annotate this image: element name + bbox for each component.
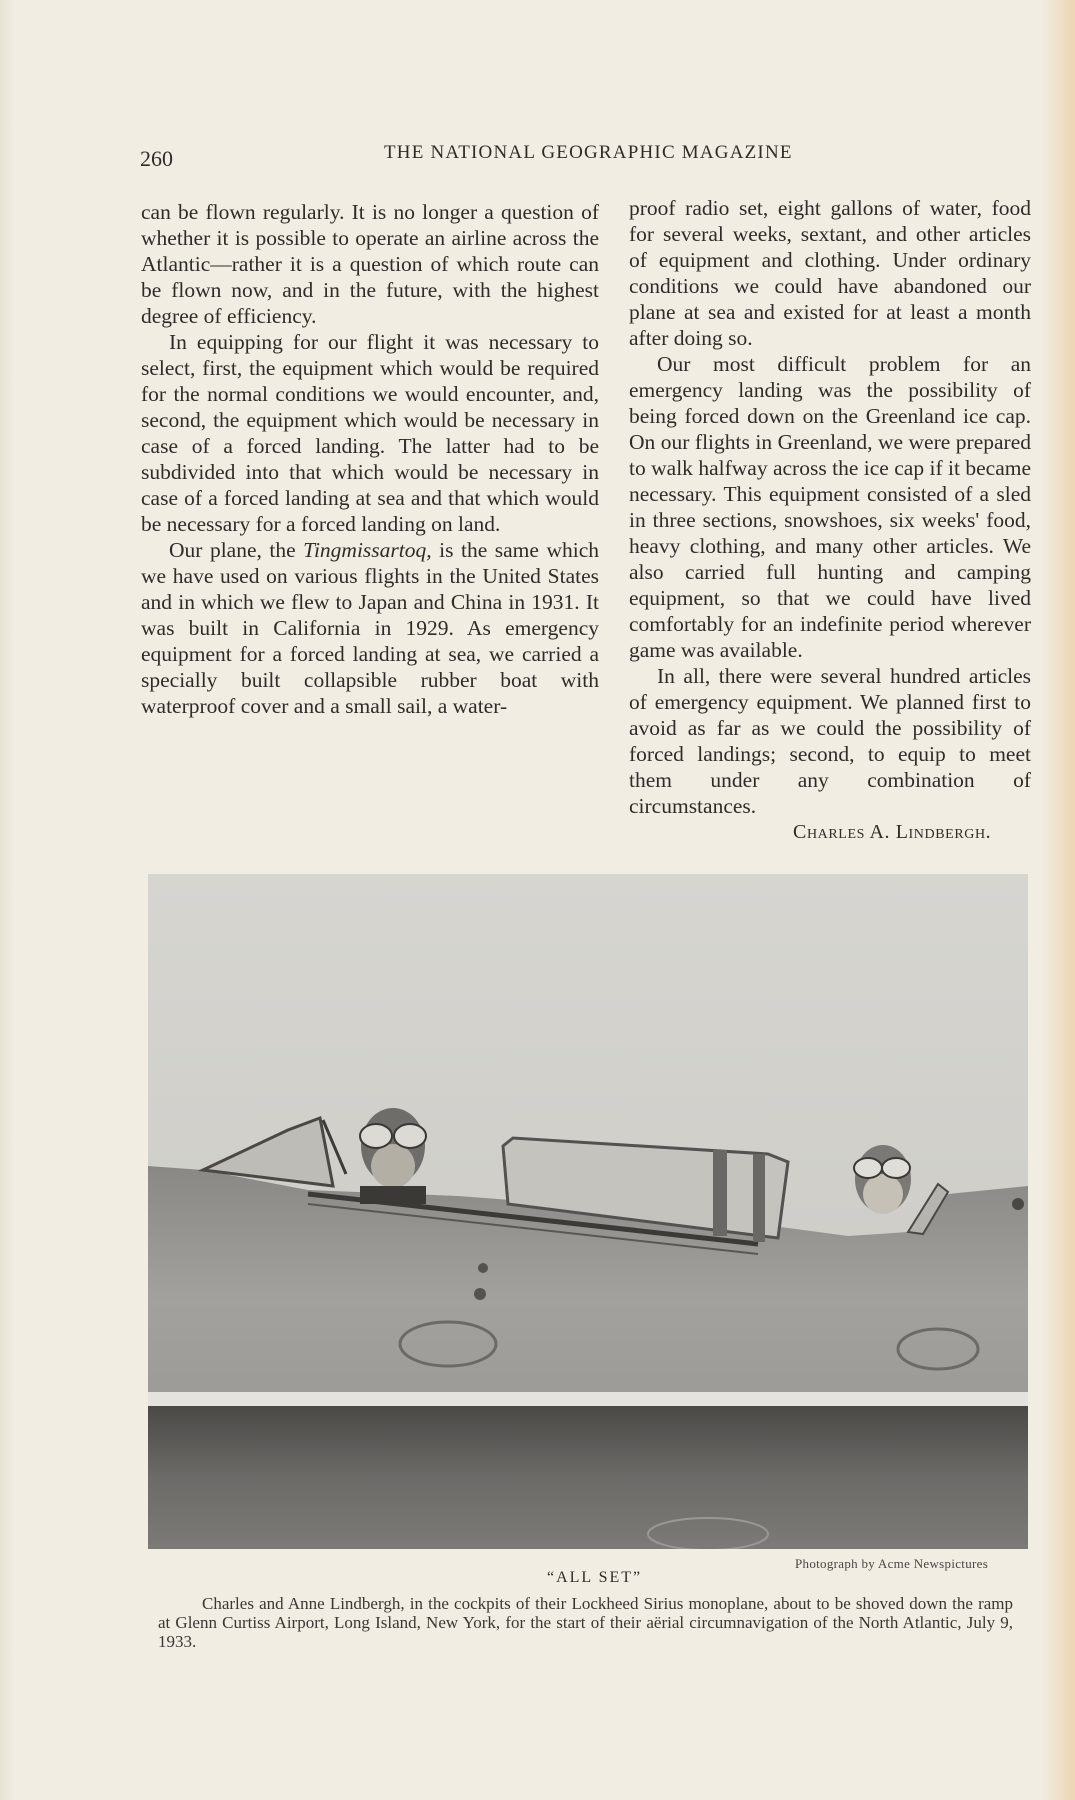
paragraph-text: is the same which we have used on various flights in the United States and in which we flew to Japan and China in 1931. It was built in California in 1929. As emergency equipment for a forced landing at sea, we carried a specially built collapsible rubber boat with waterproof cover and a small sail, a water- — [141, 538, 599, 718]
page-number: 260 — [140, 146, 173, 171]
page-edge-tint — [1039, 0, 1075, 1800]
running-head: THE NATIONAL GEOGRAPHIC MAGAZINE — [384, 142, 793, 163]
right-column — [629, 195, 1031, 819]
paragraph: can be flown regularly. It is no longer a question of whether it is possible to operate an airline across the Atlantic—rather it is a question of which route can be flown now, and in the future, with the highest degree of efficiency. — [141, 200, 599, 328]
paragraph: proof radio set, eight gallons of water, food for several weeks, sextant, and other articles of equipment and clothing. Under ordinary conditions we could have abandoned our plane at sea and existed for at least a month after doing so. — [629, 196, 1031, 350]
photo-credit: Photograph by Acme Newspictures — [795, 1556, 989, 1571]
left-column — [141, 199, 599, 719]
paragraph: In all, there were several hundred articles of emergency equipment. We planned first to avoid as far as we could the possibility of forced landings; second, to equip to meet them under any combination of circumstances. — [629, 664, 1031, 818]
author-signature: Charles A. Lindbergh. — [793, 821, 992, 843]
paragraph: Our most difficult problem for an emergency landing was the possibility of being forced down on the Greenland ice cap. On our flights in Greenland, we were prepared to walk halfway across the ice cap if it became necessary. This equipment consisted of a sled in three sections, snowshoes, six weeks' food, heavy clothing, and many other articles. We also carried full hunting and camping equipment, so that we could have lived comfortably for an indefinite period wherever game was available. — [629, 352, 1031, 662]
plane-name: Tingmissartoq, — [303, 538, 432, 562]
page-edge-shadow — [0, 0, 14, 1800]
paragraph-text: Our plane, the — [169, 538, 304, 562]
caption-title: “ALL SET” — [547, 1569, 643, 1586]
photograph-lindberghs-in-cockpits — [148, 874, 1028, 1549]
paragraph: In equipping for our flight it was necessary to select, first, the equipment which would be required for the normal conditions we would encounter, and, second, the equipment which would be necessary in case of a forced landing. The latter had to be subdivided into that which would be necessary in case of a forced landing at sea and that which would be necessary for a forced landing on land. — [141, 330, 599, 536]
paragraph — [141, 537, 599, 719]
caption-body: Charles and Anne Lindbergh, in the cockpits of their Lockheed Sirius monoplane, about to be shoved down the ramp at Glenn Curtiss Airport, Long Island, New York, for the start of their aërial circumnavigation of the North Atlantic, July 9, 1933. — [158, 1594, 1013, 1651]
